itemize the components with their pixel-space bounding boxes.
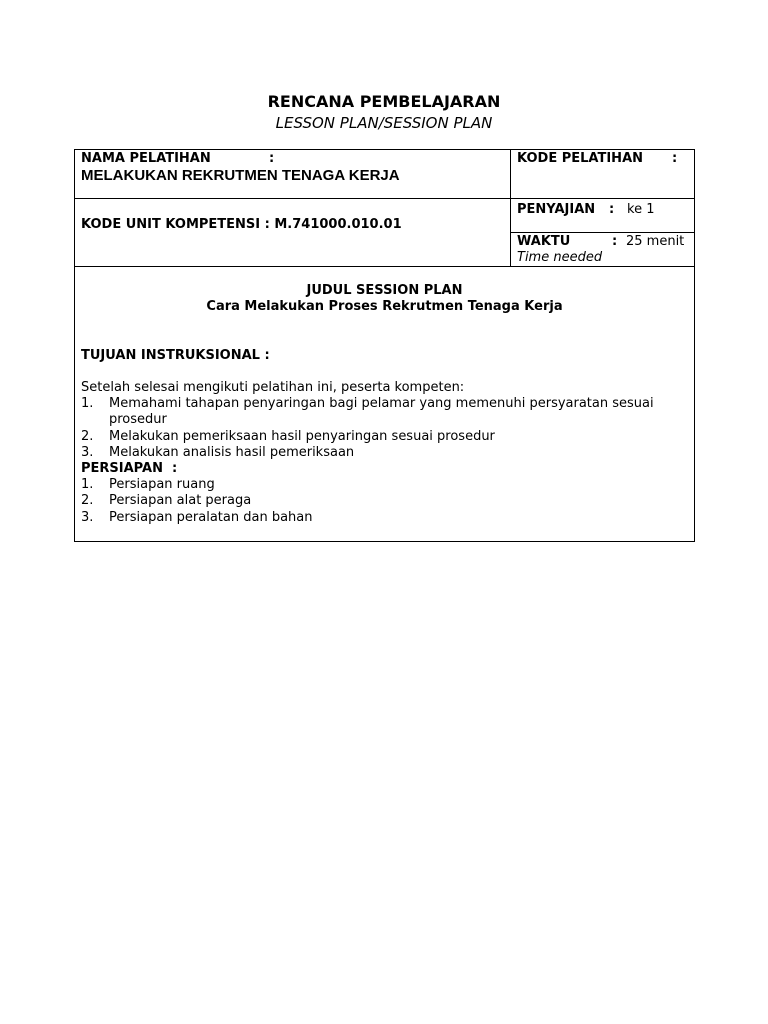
waktu-colon: : [612,234,618,249]
nama-pelatihan-cell [74,149,511,199]
list-item [81,396,693,429]
document-subtitle: LESSON PLAN/SESSION PLAN [275,114,493,132]
list-number: 2. [81,493,94,509]
list-item [81,477,693,493]
judul-session-value: Cara Melakukan Proses Rekrutmen Tenaga Kerja [206,299,563,314]
penyajian-cell [510,198,695,233]
list-number: 3. [81,444,94,460]
tujuan-intro: Setelah selesai mengikuti pelatihan ini, peserta kompeten: [81,380,465,395]
nama-pelatihan-label: NAMA PELATIHAN [81,151,211,166]
nama-pelatihan-value: MELAKUKAN REKRUTMEN TENAGA KERJA [81,167,400,184]
persiapan-list [81,477,693,526]
penyajian-value: ke 1 [627,202,655,217]
nama-pelatihan-colon: : [269,151,275,166]
document-title: RENCANA PEMBELAJARAN [267,92,501,111]
session-plan-cell [74,266,695,542]
list-item [81,429,693,445]
list-number: 2. [81,428,94,444]
waktu-value: 25 menit [626,234,685,249]
kode-pelatihan-label: KODE PELATIHAN [517,151,644,166]
waktu-sublabel: Time needed [517,250,603,265]
list-item [81,445,693,461]
penyajian-label: PENYAJIAN [517,202,596,217]
list-text: Melakukan pemeriksaan hasil penyaringan sesuai prosedur [109,428,495,444]
kode-pelatihan-cell [510,149,695,199]
waktu-label: WAKTU [517,234,571,249]
list-text: Melakukan analisis hasil pemeriksaan [109,444,355,460]
kode-unit-cell [74,198,511,267]
tujuan-heading: TUJUAN INSTRUKSIONAL : [81,348,270,363]
list-number: 1. [81,396,94,411]
list-item [81,493,693,509]
list-text: Persiapan alat peraga [109,493,252,509]
kode-unit-label: KODE UNIT KOMPETENSI : M.741000.010.01 [81,217,402,232]
judul-session-label: JUDUL SESSION PLAN [306,283,463,298]
tujuan-list [81,396,693,461]
list-number: 1. [81,477,94,492]
waktu-cell [510,232,695,267]
kode-pelatihan-colon: : [672,151,678,166]
list-text: Persiapan peralatan dan bahan [109,509,313,525]
persiapan-heading: PERSIAPAN : [81,461,178,476]
list-number: 3. [81,509,94,525]
list-text: Persiapan ruang [109,477,215,492]
list-text: Memahami tahapan penyaringan bagi pelamar yang memenuhi persyaratan sesuai prosedur [109,396,654,428]
list-item [81,510,693,526]
penyajian-colon: : [609,202,615,217]
